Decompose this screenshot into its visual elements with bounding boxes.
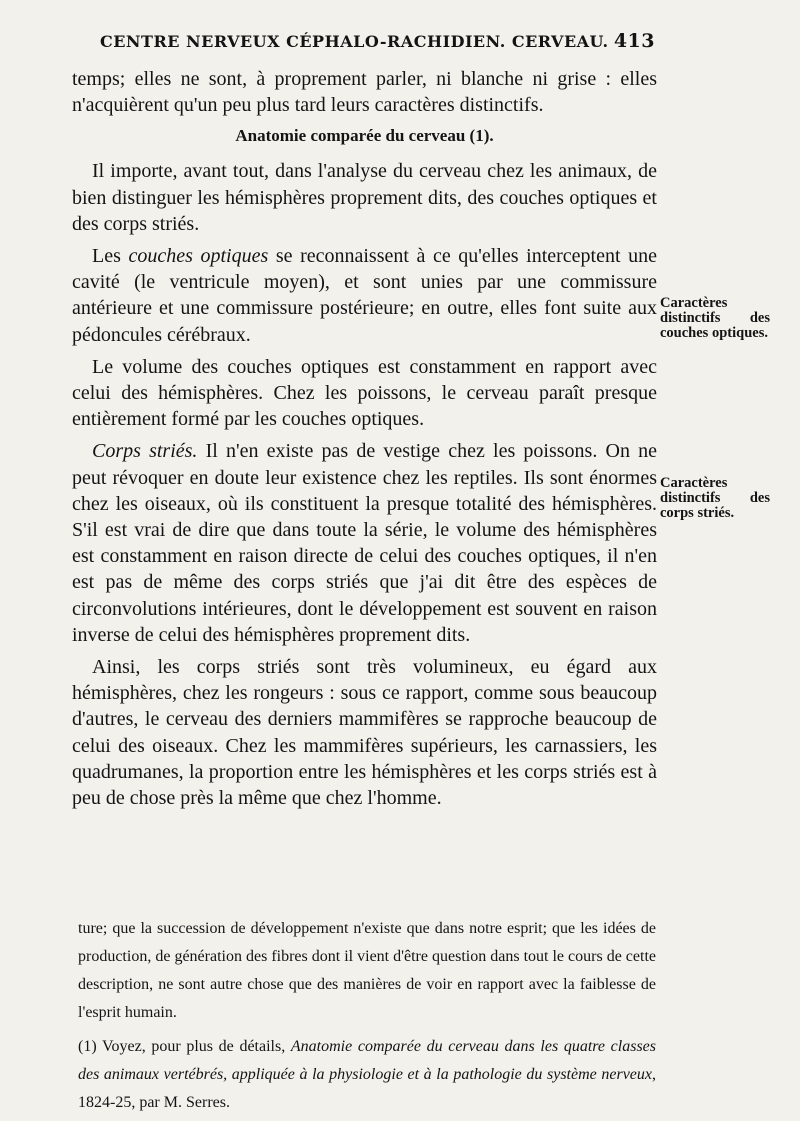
margin-note-couches-optiques: Caractères distinctifs des couches optiques. <box>660 295 770 341</box>
footnote-1-suffix: , 1824-25, par M. Serres. <box>78 1066 656 1111</box>
paragraph-2 <box>72 243 657 348</box>
italic-term: couches optiques <box>128 245 269 268</box>
italic-term: Corps striés. <box>92 440 198 463</box>
footnote-1-prefix: (1) Voyez, pour plus de détails, <box>78 1038 286 1055</box>
paragraph-4 <box>72 438 657 648</box>
footnote-1-title: Anatomie comparée du cerveau dans les quatre classes des animaux vertébrés, appliquée à la physiologie et à la pathologie du système nerveux <box>78 1038 657 1083</box>
running-header <box>100 32 655 51</box>
paragraph-2-text: Les couches optiques se reconnaissent à ce qu'elles interceptent une cavité (le ventricule moyen), et sont unies par une commissure antérieure et une commissure postérieure; en outre, elles font suite aux pédoncules cérébraux. <box>72 245 657 346</box>
paragraph-4-text: Corps striés. Il n'en existe pas de vestige chez les poissons. On ne peut révoquer en doute leur existence chez les reptiles. Ils sont énormes chez les oiseaux, où ils constituent la presque totalité des hémisphères. S'il est vrai de dire que dans toute la série, le volume des hémisphères est constamment en raison directe de celui des couches optiques, il n'en est pas de même des corps striés que j'ai dit être des espèces de circonvolutions intérieures, dont le développement est souvent en raison inverse de celui des hémisphères proprement dits. <box>72 440 658 646</box>
opening-paragraph: temps; elles ne sont, à proprement parler, ni blanche ni grise : elles n'acquièrent qu'un peu plus tard leurs caractères distinctifs. <box>72 68 657 117</box>
paragraph-1: Il importe, avant tout, dans l'analyse du cerveau chez les animaux, de bien distinguer les hémisphères proprement dits, des couches optiques et des corps striés. <box>72 160 657 235</box>
header-title: CENTRE NERVEUX CÉPHALO-RACHIDIEN. CERVEAU. <box>100 32 609 51</box>
main-text <box>72 66 657 811</box>
paragraph-3: Le volume des couches optiques est constamment en rapport avec celui des hémisphères. Chez les poissons, le cerveau paraît presque entièrement formé par les couches optiques. <box>72 355 657 431</box>
footnote-continuation: ture; que la succession de développement n'existe que dans notre esprit; que les idées de production, de génération des fibres dont il vient d'être question dans tout le cours de cette description, ne sont autre chose que des manières de voir en rapport avec la faiblesse de l'esprit humain. <box>78 920 656 1021</box>
paragraph-5: Ainsi, les corps striés sont très volumineux, eu égard aux hémisphères, chez les rongeurs : sous ce rapport, comme sous beaucoup d'autres, le cerveau des derniers mammifères se rapproche beaucoup de celui des oiseaux. Chez les mammifères supérieurs, les carnassiers, les quadrumanes, la proportion entre les hémisphères et les corps striés est à peu de chose près la même que chez l'homme. <box>72 656 657 810</box>
section-heading: Anatomie comparée du cerveau (1). <box>235 126 494 146</box>
page-number: 413 <box>613 30 655 52</box>
footnote-1 <box>78 1033 656 1117</box>
footnotes <box>78 915 656 1117</box>
margin-note-corps-stries: Caractères distinctifs des corps striés. <box>660 475 770 521</box>
